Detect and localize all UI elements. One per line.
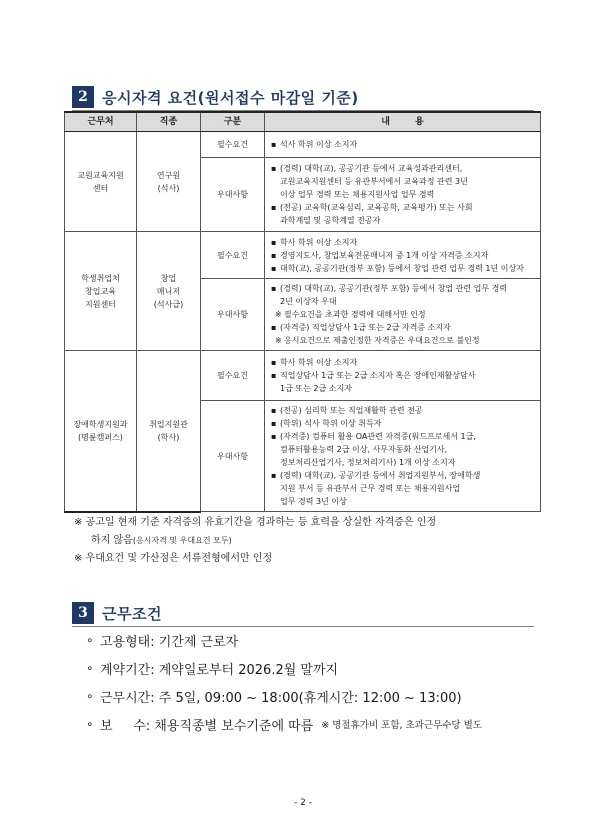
section-3-header xyxy=(72,600,534,626)
section-2-header xyxy=(72,84,534,110)
condition-value: 기간제 근로자 xyxy=(158,634,239,650)
list-item: ▪ (전공) 심리학 또는 직업재활학 관련 전공 xyxy=(271,406,423,415)
condition-item xyxy=(86,684,462,708)
job-cell: 창업 매니저 (석사급) xyxy=(137,232,201,351)
condition-label: 고용형태: xyxy=(100,634,159,650)
header-category: 구분 xyxy=(201,112,265,132)
note-line-2 xyxy=(74,532,436,550)
required-content-cell xyxy=(265,351,541,401)
bullet-icon: ∘ xyxy=(86,661,94,675)
condition-label: 보 수: xyxy=(100,718,155,734)
list-item: ▪ (자격증) 직업상담사 1급 또는 2급 자격증 소지자 xyxy=(271,323,451,332)
required-label-cell: 필수요건 xyxy=(201,232,265,279)
requirements-table xyxy=(64,111,541,513)
required-label-cell: 필수요건 xyxy=(201,132,265,158)
header-content: 내 용 xyxy=(265,112,541,132)
list-item: ▪ (학위) 석사 학위 이상 취득자 xyxy=(271,419,382,428)
table-row xyxy=(65,232,541,279)
list-item: ▪ (경력) 대학(교), 공공기관(정부 포함) 등에서 창업 관련 업무 경력 2년 이상자 우대 xyxy=(271,284,508,306)
preferred-content-cell xyxy=(265,158,541,232)
list-item: ▪ 학사 학위 이상 소지자 xyxy=(271,237,358,247)
workplace-cell: 학생취업처 창업교육 지원센터 xyxy=(65,232,137,351)
list-item: ▪ 직업상담사 1급 또는 2급 소지자 혹은 장애인재활상담사 1급 또는 2급 소지자 xyxy=(271,371,476,393)
preferred-label-cell: 우대사항 xyxy=(201,158,265,232)
list-item: ▪ 대학(교), 공공기관(정부 포함) 등에서 창업 관련 업무 경력 1년 이상자 xyxy=(271,263,524,273)
list-item: ▪ 경영지도사, 창업보육전문매니저 중 1개 이상 자격증 소지자 xyxy=(271,250,489,260)
condition-note: ※ 명절휴가비 포함, 초과근무수당 별도 xyxy=(321,720,482,731)
note-line-2-text: 하지 않음 xyxy=(91,535,133,546)
header-workplace: 근무처 xyxy=(65,112,137,132)
list-item: ▪ (경력) 대학(교), 공공기관 등에서 취업지원부서, 장애학생 지원 부서 등 유관부서 근무 경력 또는 채용지원사업 업무 경력 3년 이상 xyxy=(271,471,481,506)
bullet-icon: ∘ xyxy=(86,633,94,647)
list-item: ▪ (전공) 교육학(교육심리, 교육공학, 교육평가) 또는 사회 과학계열 및 공학계열 전공자 xyxy=(271,203,473,225)
job-cell: 연구원 (석사) xyxy=(137,132,201,232)
required-label-cell: 필수요건 xyxy=(201,351,265,401)
workplace-cell: 교원교육지원 센터 xyxy=(65,132,137,232)
list-item: ▪ 학사 학위 이상 소지자 xyxy=(271,358,358,367)
condition-item xyxy=(86,656,338,680)
job-cell: 취업지원관 (학사) xyxy=(137,351,201,512)
list-item: ▪ (경력) 대학(교), 공공기관 등에서 교육성과관리센터, 교원교육지원센터 등 유관부서에서 교육과정 관련 3년 이상 업무 경력 또는 채용지원사업 업무 경력 xyxy=(271,164,468,199)
condition-item xyxy=(86,628,238,652)
required-content-cell xyxy=(265,132,541,158)
condition-label: 근무시간: xyxy=(100,690,159,706)
note-line-1: ※ 공고일 현재 기준 자격증의 유효기간을 경과하는 등 효력을 상실한 자격증은 인정 xyxy=(74,517,437,528)
list-item: ▪ (자격증) 컴퓨터 활용 OA관련 자격증(워드프로세서 1급, 컴퓨터활용능력 2급 이상, 사무자동화 산업기사, 정보처리산업기사, 정보처리기사) 1개 이상 소지자 xyxy=(271,432,476,467)
note-preference: ※ 우대요건 및 가산점은 서류전형에서만 인정 xyxy=(74,553,273,564)
table-row xyxy=(65,351,541,401)
condition-value: 계약일로부터 2026.2월 말까지 xyxy=(158,662,339,678)
table-row xyxy=(65,132,541,158)
condition-label: 계약기간: xyxy=(100,662,159,678)
preferred-label-cell: 우대사항 xyxy=(201,401,265,512)
list-item: ▪ 석사 학위 이상 소지자 xyxy=(271,140,358,149)
table-header-row xyxy=(65,112,541,132)
section-number-badge: 2 xyxy=(72,86,94,108)
condition-item xyxy=(86,712,482,736)
bullet-icon: ∘ xyxy=(86,717,94,731)
section-title: 근무조건 xyxy=(102,604,162,623)
list-item: ※ 응시요건으로 제출인정한 자격증은 우대요건으로 불인정 xyxy=(275,336,480,345)
section-number-badge: 3 xyxy=(72,602,94,624)
note-validity xyxy=(74,514,436,550)
preferred-content-cell xyxy=(265,401,541,512)
note-line-2-small: (응시자격 및 우대요건 모두) xyxy=(132,536,232,545)
workplace-cell: 장애학생지원과 (명륜캠퍼스) xyxy=(65,351,137,512)
preferred-content-cell xyxy=(265,279,541,351)
preferred-label-cell: 우대사항 xyxy=(201,279,265,351)
header-job: 직종 xyxy=(137,112,201,132)
required-content-cell xyxy=(265,232,541,279)
condition-value: 채용직종별 보수기준에 따름 xyxy=(154,718,314,734)
section-3-underline xyxy=(72,626,534,627)
condition-value: 주 5일, 09:00 ~ 18:00(휴게시간: 12:00 ~ 13:00) xyxy=(158,690,462,706)
bullet-icon: ∘ xyxy=(86,689,94,703)
page-number: - 2 - xyxy=(294,798,312,808)
section-title: 응시자격 요건(원서접수 마감일 기준) xyxy=(102,88,359,107)
list-item: ※ 필수요건을 초과한 경력에 대해서만 인정 xyxy=(275,310,426,319)
